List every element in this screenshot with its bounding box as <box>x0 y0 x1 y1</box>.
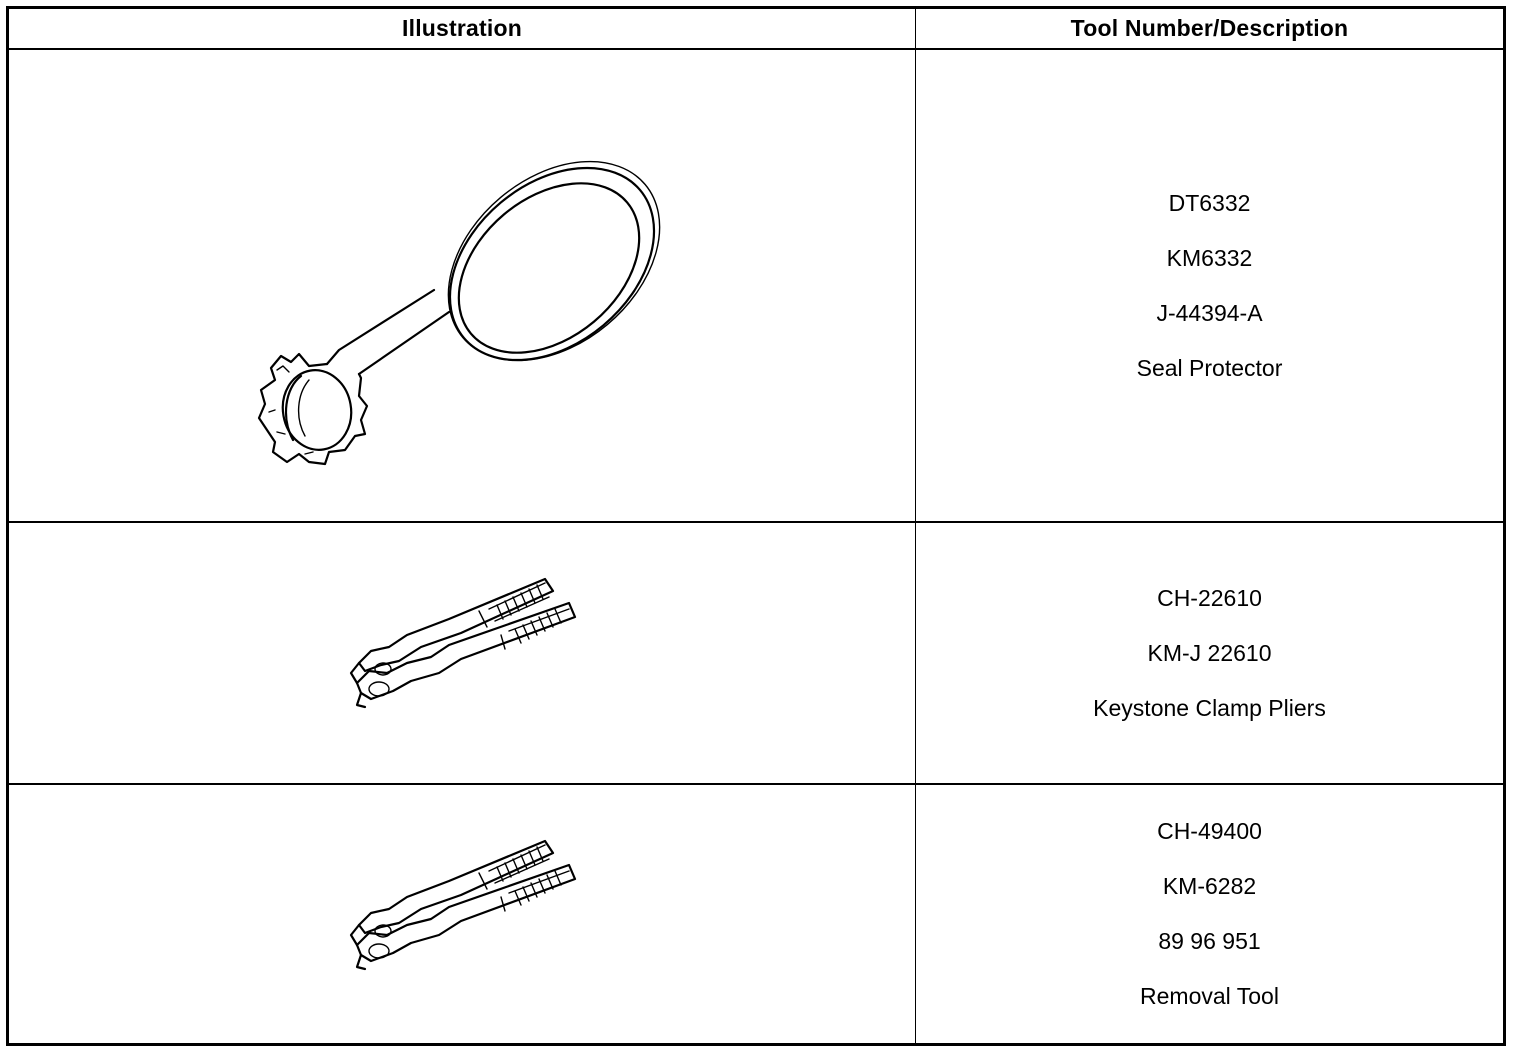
row-2-line-3: Keystone Clamp Pliers <box>1093 694 1326 721</box>
header-illustration: Illustration <box>402 15 522 41</box>
row-2-illustration-cell <box>9 523 915 783</box>
row-2-description <box>916 523 1503 783</box>
row-2-line-1: CH-22610 <box>1157 584 1262 611</box>
row-3-line-2: KM-6282 <box>1162 873 1257 899</box>
header-tool-number-description: Tool Number/Description <box>1070 15 1349 41</box>
removal-tool-pliers-icon <box>9 785 915 1043</box>
row-2-line-2: KM-J 22610 <box>1147 639 1272 666</box>
row-1-line-2: KM6332 <box>1166 244 1253 271</box>
row-3-description <box>916 785 1503 1043</box>
row-3-line-1: CH-49400 <box>1157 818 1262 844</box>
row-1-line-3: J-44394-A <box>1156 299 1263 326</box>
row-1-line-4: Seal Protector <box>1136 354 1283 381</box>
row-3-illustration-cell <box>9 785 915 1043</box>
seal-protector-icon <box>9 50 915 521</box>
row-3-line-4: Removal Tool <box>1140 983 1279 1009</box>
row-1-illustration-cell <box>9 50 915 521</box>
row-1-description <box>916 50 1503 521</box>
row-1-line-1: DT6332 <box>1168 189 1251 216</box>
tool-table <box>6 6 1506 1046</box>
row-3-line-3: 89 96 951 <box>1158 928 1261 954</box>
keystone-clamp-pliers-icon <box>9 523 915 783</box>
